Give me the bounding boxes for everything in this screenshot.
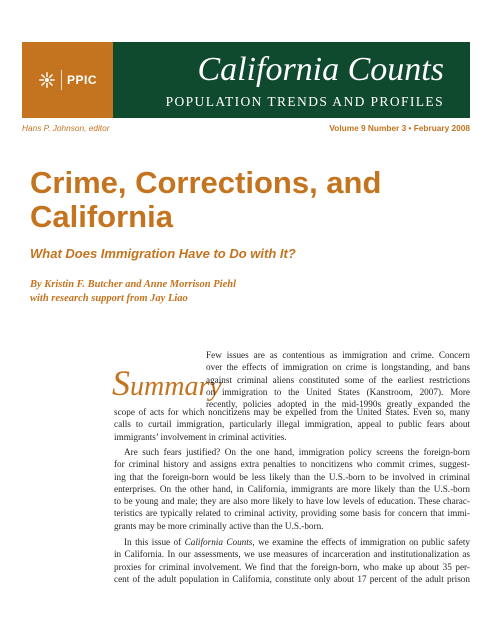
text-line: scope of acts for which noncitizens may be expelled from the United States. Even so, many — [114, 407, 470, 417]
logo-divider — [61, 70, 62, 90]
text-line: proxies for criminal involvement. We find that the foreign-born, who make up about 35 per- — [114, 561, 470, 572]
article-subtitle: What Does Immigration Have to Do with It? — [30, 246, 296, 261]
text-line: to be young and male; they are also more likely to have low levels of education. These charac- — [114, 496, 470, 507]
text-line: Are such fears justified? On the one hand, immigration policy screens the foreign-born — [124, 447, 470, 457]
logo-text: PPIC — [66, 73, 97, 87]
masthead-banner — [22, 42, 470, 118]
text-line: immigrants’ involvement in criminal activities. — [114, 431, 287, 442]
text-line: for criminal history and assigns extra penalties to noncitizens who commit crimes, suggest- — [114, 459, 470, 470]
ppic-logo[interactable] — [22, 42, 113, 118]
publication-title: California Counts — [184, 537, 253, 547]
paragraph-this-issue — [114, 536, 470, 585]
summary-intro-continuation — [114, 406, 470, 443]
summary-heading-initial: S — [112, 363, 130, 403]
series-subtitle: POPULATION TRENDS AND PROFILES — [165, 94, 444, 109]
article-title-line-2: California — [30, 199, 173, 234]
text-line: against criminal aliens constituted some of the earliest restrictions — [206, 374, 470, 385]
summary-intro-paragraph — [206, 349, 470, 410]
text-line: teristics are typically related to criminal activity, providing some basis for concern that immi- — [114, 508, 470, 519]
text-line — [114, 536, 470, 548]
text-line: grants may be more criminally active than the U.S.-born. — [114, 520, 324, 531]
text-line: cent of the adult population in California, constitute only about 17 percent of the adult prison — [114, 573, 470, 584]
paragraph-fears-justified — [114, 446, 470, 532]
text-line: enterprises. On the other hand, in California, immigrants are more likely than the U.S.-born — [114, 483, 470, 494]
text-line: in California. In our assessments, we use measures of incarceration and institutionalization as — [114, 549, 470, 560]
article-title — [30, 166, 460, 234]
byline-research-support: with research support from Jay Liao — [30, 293, 188, 304]
sunburst-icon — [38, 71, 56, 89]
summary-heading-rest: ummary — [130, 371, 222, 402]
text-line: Few issues are as contentious as immigration and crime. Concern — [206, 350, 470, 360]
article-title-line-1: Crime, Corrections, and — [30, 165, 382, 200]
text-run: In this issue of — [124, 537, 185, 547]
text-line: recently, policies adopted in the mid-1990s greatly expanded the — [206, 399, 470, 410]
byline — [30, 278, 236, 306]
text-line: on immigration to the United States (Kanstroom, 2007). More — [206, 386, 470, 397]
series-title: California Counts — [197, 51, 444, 88]
text-line: over the effects of immigration on crime is longstanding, and bans — [206, 362, 470, 373]
series-title-panel — [113, 42, 470, 118]
issue-info: Volume 9 Number 3 • February 2008 — [329, 123, 470, 133]
text-line: ing that the foreign-born would be less likely than the U.S.-born to be involved in criminal — [114, 471, 470, 482]
text-run: , we examine the effects of immigration on public safety — [252, 537, 470, 547]
text-line: calls to curtail immigration, particularly illegal immigration, appeal to public fears about — [114, 419, 470, 430]
editor-credit: Hans P. Johnson, editor — [22, 123, 110, 133]
issue-meta-row — [22, 123, 470, 135]
byline-authors: By Kristin F. Butcher and Anne Morrison Piehl — [30, 279, 236, 290]
